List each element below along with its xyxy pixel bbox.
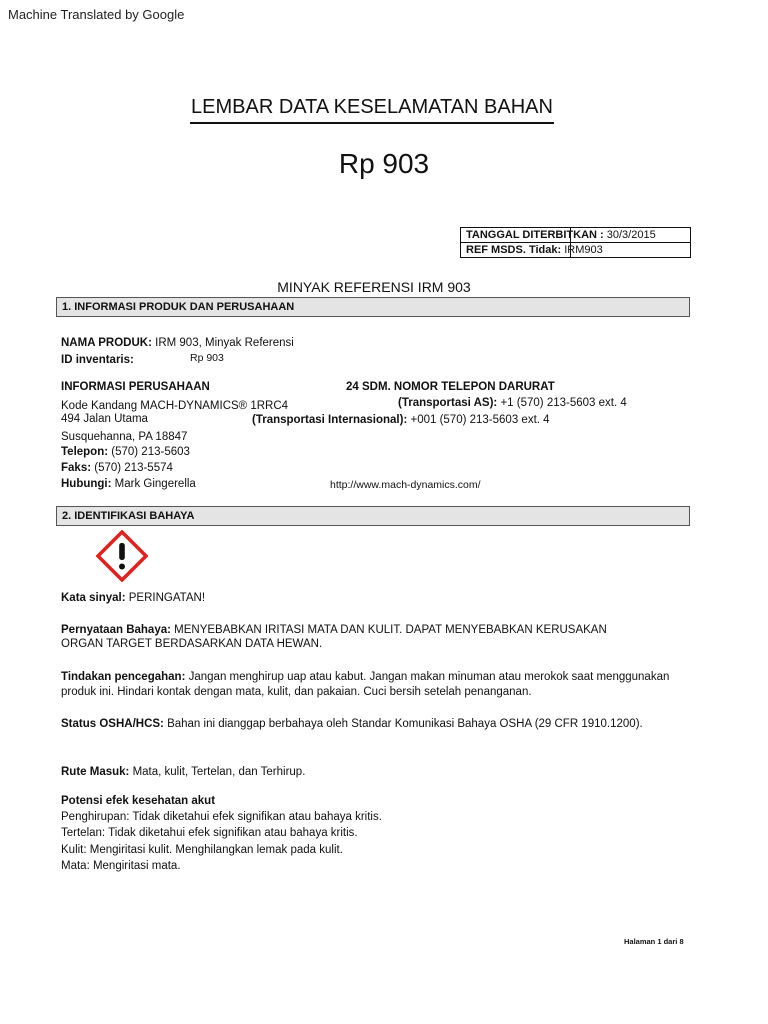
- exclamation-mark-diamond-icon: [96, 530, 148, 582]
- document-info-table: [460, 227, 691, 258]
- emergency-phone-heading: 24 SDM. NOMOR TELEPON DARURAT: [346, 381, 555, 393]
- transport-us-line: [398, 397, 627, 409]
- phone-label: Telepon:: [61, 446, 109, 458]
- translation-banner: Machine Translated by Google: [8, 7, 185, 22]
- product-name-value: IRM 903, Minyak Referensi: [155, 337, 294, 349]
- acute-effects-heading: Potensi efek kesehatan akut: [61, 795, 216, 807]
- transport-intl-line: [252, 414, 550, 426]
- precaution-continuation: produk ini. Hindari kontak dengan mata, kulit, dan pakaian. Cuci bersih setelah penanganan.: [61, 686, 532, 698]
- issue-date-label: TANGGAL DITERBITKAN :: [466, 229, 604, 241]
- acute-effect-item: Kulit: Mengiritasi kulit. Menghilangkan lemak pada kulit.: [61, 844, 343, 856]
- transport-intl-label: (Transportasi Internasional):: [252, 414, 408, 426]
- contact-line: [61, 478, 196, 490]
- msds-ref-label: REF MSDS. Tidak:: [466, 244, 562, 256]
- route-of-entry-line: [61, 766, 305, 778]
- company-address-line: Susquehanna, PA 18847: [61, 431, 188, 443]
- phone-value: (570) 213-5603: [111, 446, 190, 458]
- acute-effect-item: Tertelan: Tidak diketahui efek signifikan atau bahaya kritis.: [61, 827, 358, 839]
- precaution-label: Tindakan pencegahan:: [61, 671, 186, 683]
- fax-label: Faks:: [61, 462, 92, 474]
- osha-status-label: Status OSHA/HCS:: [61, 718, 164, 730]
- company-address-line: 494 Jalan Utama: [61, 413, 148, 425]
- phone-line: [61, 446, 190, 458]
- product-name-label: NAMA PRODUK:: [61, 337, 152, 349]
- osha-status-line: [61, 718, 643, 730]
- fax-line: [61, 462, 173, 474]
- website-link[interactable]: http://www.mach-dynamics.com/: [330, 479, 481, 491]
- signal-word-value: PERINGATAN!: [128, 592, 206, 604]
- inventory-id-value: Rp 903: [190, 352, 224, 364]
- issue-date-value: 30/3/2015: [606, 229, 656, 241]
- page-number: Halaman 1 dari 8: [624, 937, 684, 946]
- transport-us-label: (Transportasi AS):: [398, 397, 498, 409]
- msds-ref-value: IRM903: [564, 244, 603, 256]
- section-1-heading: 1. INFORMASI PRODUK DAN PERUSAHAAN: [56, 297, 690, 317]
- table-divider: [570, 228, 571, 242]
- contact-value: Mark Gingerella: [114, 478, 196, 490]
- route-of-entry-label: Rute Masuk:: [61, 766, 130, 778]
- precaution-line: [61, 671, 669, 683]
- hazard-statement-value: MENYEBABKAN IRITASI MATA DAN KULIT. DAPAT MENYEBABKAN KERUSAKAN: [174, 624, 607, 636]
- product-name-line: [61, 337, 294, 349]
- table-divider: [570, 243, 571, 257]
- document-title: LEMBAR DATA KESELAMATAN BAHAN: [190, 96, 554, 124]
- fax-value: (570) 213-5574: [94, 462, 173, 474]
- transport-intl-value: +001 (570) 213-5603 ext. 4: [410, 414, 550, 426]
- acute-effect-item: Mata: Mengiritasi mata.: [61, 860, 181, 872]
- signal-word-line: [61, 592, 205, 604]
- section-2-heading: 2. IDENTIFIKASI BAHAYA: [56, 506, 690, 526]
- route-of-entry-value: Mata, kulit, Tertelan, dan Terhirup.: [132, 766, 306, 778]
- transport-us-value: +1 (570) 213-5603 ext. 4: [500, 397, 627, 409]
- osha-status-value: Bahan ini dianggap berbahaya oleh Standar Komunikasi Bahaya OSHA (29 CFR 1910.1200).: [167, 718, 643, 730]
- msds-ref-row: [461, 242, 690, 257]
- hazard-statement-continuation: ORGAN TARGET BERDASARKAN DATA HEWAN.: [61, 638, 323, 650]
- document-subtitle: MINYAK REFERENSI IRM 903: [277, 279, 471, 295]
- issue-date-row: [461, 228, 690, 242]
- inventory-id-label: ID inventaris:: [61, 354, 134, 366]
- acute-effect-item: Penghirupan: Tidak diketahui efek signifikan atau bahaya kritis.: [61, 811, 382, 823]
- hazard-statement-line: [61, 624, 607, 636]
- product-code-heading: Rp 903: [338, 148, 430, 179]
- precaution-value: Jangan menghirup uap atau kabut. Jangan makan minuman atau merokok saat menggunakan: [188, 671, 670, 683]
- hazard-statement-label: Pernyataan Bahaya:: [61, 624, 171, 636]
- company-address-line: Kode Kandang MACH-DYNAMICS® 1RRC4: [61, 400, 289, 412]
- signal-word-label: Kata sinyal:: [61, 592, 126, 604]
- company-info-heading: INFORMASI PERUSAHAAN: [61, 381, 210, 393]
- contact-label: Hubungi:: [61, 478, 112, 490]
